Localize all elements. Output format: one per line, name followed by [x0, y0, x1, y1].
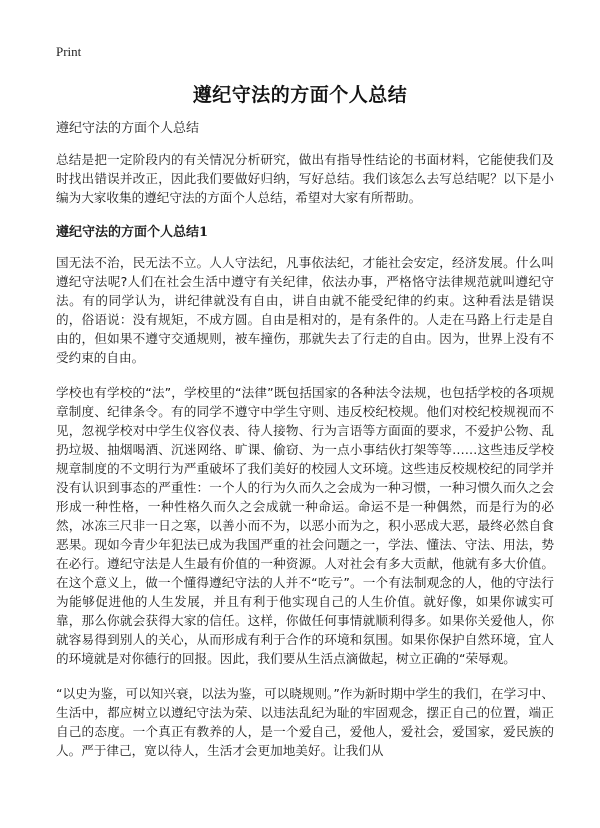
print-link[interactable]: Print: [56, 44, 82, 59]
body-paragraph-3: “以史为鉴，可以知兴衰，以法为鉴，可以晓规则。”作为新时期中学生的我们，在学习中、生活中，都应树立以遵纪守法为荣、以违法乱纪为耻的牢固观念，摆正自己的位置，端正自己的态度。一个真正有教养的人，是一个爱自己，爱他人，爱社会，爱国家，爱民族的人。严于律己，宽以待人，生活才会更加地美好。让我们从: [56, 686, 554, 758]
body-paragraph-2: 学校也有学校的“法”，学校里的“法律”既包括国家的各种法令法规，也包括学校的各项规章制度、纪律条令。有的同学不遵守中学生守则、违反校纪校规。他们对校纪校规视而不见，忽视学校对中学生仪容仪表、待人接物、行为言语等方面面的要求，不爱护公物、乱扔垃圾、抽烟喝酒、沉迷网络、旷课、偷窃、为一点小事结伙打架等等……这些违反学校规章制度的不文明行为严重破坏了我们美好的校园人文环境。这些违反校规校纪的同学并没有认识到事态的严重性：一个人的行为久而久之会成为一种习惯，一种习惯久而久之会形成一种性格，一种性格久而久之会成就一种命运。命运不是一种偶然，而是行为的必然，冰冻三尺非一日之寒，以善小而不为，以恶小而为之，积小恶成大恶，最终必然自食恶果。现如今青少年犯法已成为我国严重的社会问题之一，学法、懂法、守法、用法，势在必行。遵纪守法是人生最有价值的一种资源。人对社会有多大贡献，他就有多大价值。在这个意义上，做一个懂得遵纪守法的人并不“吃亏”。一个有法制观念的人，他的守法行为能够促进他的人生发展，并且有利于他实现自己的人生价值。就好像，如果你诚实可靠，那么你就会获得大家的信任。这样，你做任何事情就顺利得多。如果你关爱他人，你就容易得到别人的关心，从而形成有利于合作的环境和氛围。如果你保护自然环境，宜人的环境就是对你德行的回报。因此，我们要从生活点滴做起，树立正确的“荣辱观。: [56, 385, 554, 666]
section-heading: 遵纪守法的方面个人总结1: [56, 225, 209, 240]
article-subtitle: 遵纪守法的方面个人总结: [56, 121, 200, 136]
article-body: [56, 120, 554, 776]
page-title: 遵纪守法的方面个人总结: [192, 84, 408, 106]
intro-paragraph: 总结是把一定阶段内的有关情况分析研究，做出有指导性结论的书面材料，它能使我们及时找出错误并改正，因此我们要做好归纳，写好总结。我们该怎么去写总结呢？以下是小编为大家收集的遵纪守法的方面个人总结，希望对大家有所帮助。: [56, 152, 554, 205]
body-paragraph-1: 国无法不治，民无法不立。人人守法纪，凡事依法纪，才能社会安定，经济发展。什么叫遵纪守法呢?人们在社会生活中遵守有关纪律，依法办事，严格恪守法律规范就叫遵纪守法。有的同学认为，讲纪律就没有自由，讲自由就不能受纪律的约束。这种看法是错误的，俗语说：没有规矩，不成方圆。自由是相对的，是有条件的。人走在马路上行走是自由的，但如果不遵守交通规则，被车撞伤，那就失去了行走的自由。因为，世界上没有不受约束的自由。: [56, 255, 554, 365]
